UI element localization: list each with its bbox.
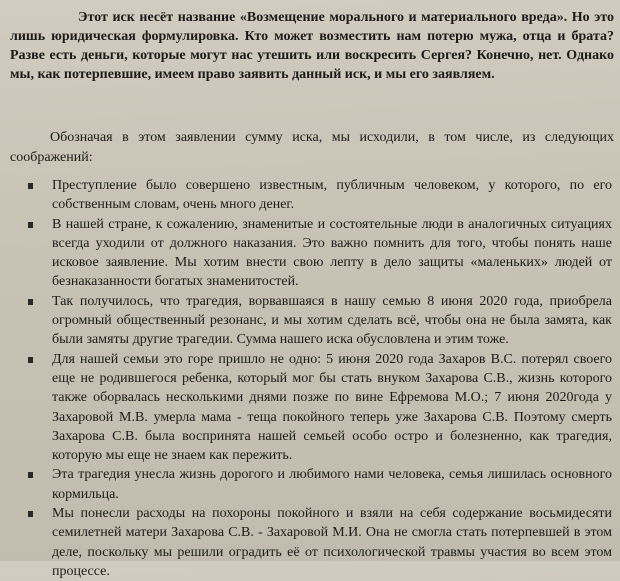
list-item [0,292,620,350]
list-item-text: Для нашей семьи это горе пришло не одно: 5 июня 2020 года Захаров В.С. потерял своего еще не родившегося ребенка, который мог бы стать внуком Захарова С.В., жизнь которого также оборвалась несколькими днями позже по вине Ефремова М.О.; 7 июня 2020года у Захаровой М.В. умерла мама - теща покойного теперь уже Захарова С.В. Поэтому смерть Захарова С.В. была воспринята нашей семьей особо остро и болезненно, как трагедия, которую мы еще не знаем как пережить. [52,351,612,464]
reasons-list [0,176,620,581]
bullet-icon [28,357,33,363]
bullet-icon [28,472,33,478]
list-item [0,504,620,581]
list-item-text: Мы понесли расходы на похороны покойного и взяли на себя содержание восьмидесяти семилетней матери Захарова С.В. - Захаровой М.И. Она не смогла стать потерпевшей в этом деле, поскольку мы решили оградить её от психологической травмы участия во всем этом процессе. [52,506,612,579]
bullet-icon [28,183,33,189]
list-item-text: В нашей стране, к сожалению, знаменитые и состоятельные люди в аналогичных ситуациях всегда уходили от должного наказания. Это важно помнить для того, чтобы понять наше исковое заявление. Мы хотим внести свою лепту в дело защиты «маленьких» людей от безнаказанности богатых знаменитостей. [52,216,612,290]
bullet-icon [28,511,33,517]
intro-paragraph: Этот иск несёт название «Возмещение морального и материального вреда». Но это лишь юридическая формулировка. Кто может возместить нам потерю мужа, отца и брата? Разве есть деньги, которые могут нас утешить или воскресить Сергея? Конечно, нет. Однако мы, как потерпевшие, имеем право заявить данный иск, и мы его заявляем. [10,10,614,82]
list-item-text: Так получилось, что трагедия, ворвавшаяся в нашу семью 8 июня 2020 года, приобрела огромный общественный резонанс, и мы хотим сделать всё, чтобы она не была замята, как были замяты другие трагедии. Сумма нашего иска обусловлена и этим тоже. [52,293,612,348]
list-item [0,465,620,504]
list-item-text: Эта трагедия унесла жизнь дорогого и любимого нами человека, семья лишилась основного кормильца. [52,467,612,502]
bullet-icon [28,299,33,305]
bullet-icon [28,222,33,228]
list-item [0,176,620,215]
lead-paragraph: Обозначая в этом заявлении сумму иска, мы исходили, в том числе, из следующих соображений: [10,130,614,165]
list-item-text: Преступление было совершено известным, публичным человеком, у которого, по его собственным словам, очень много денег. [52,178,612,213]
list-item [0,350,620,466]
list-item [0,215,620,292]
